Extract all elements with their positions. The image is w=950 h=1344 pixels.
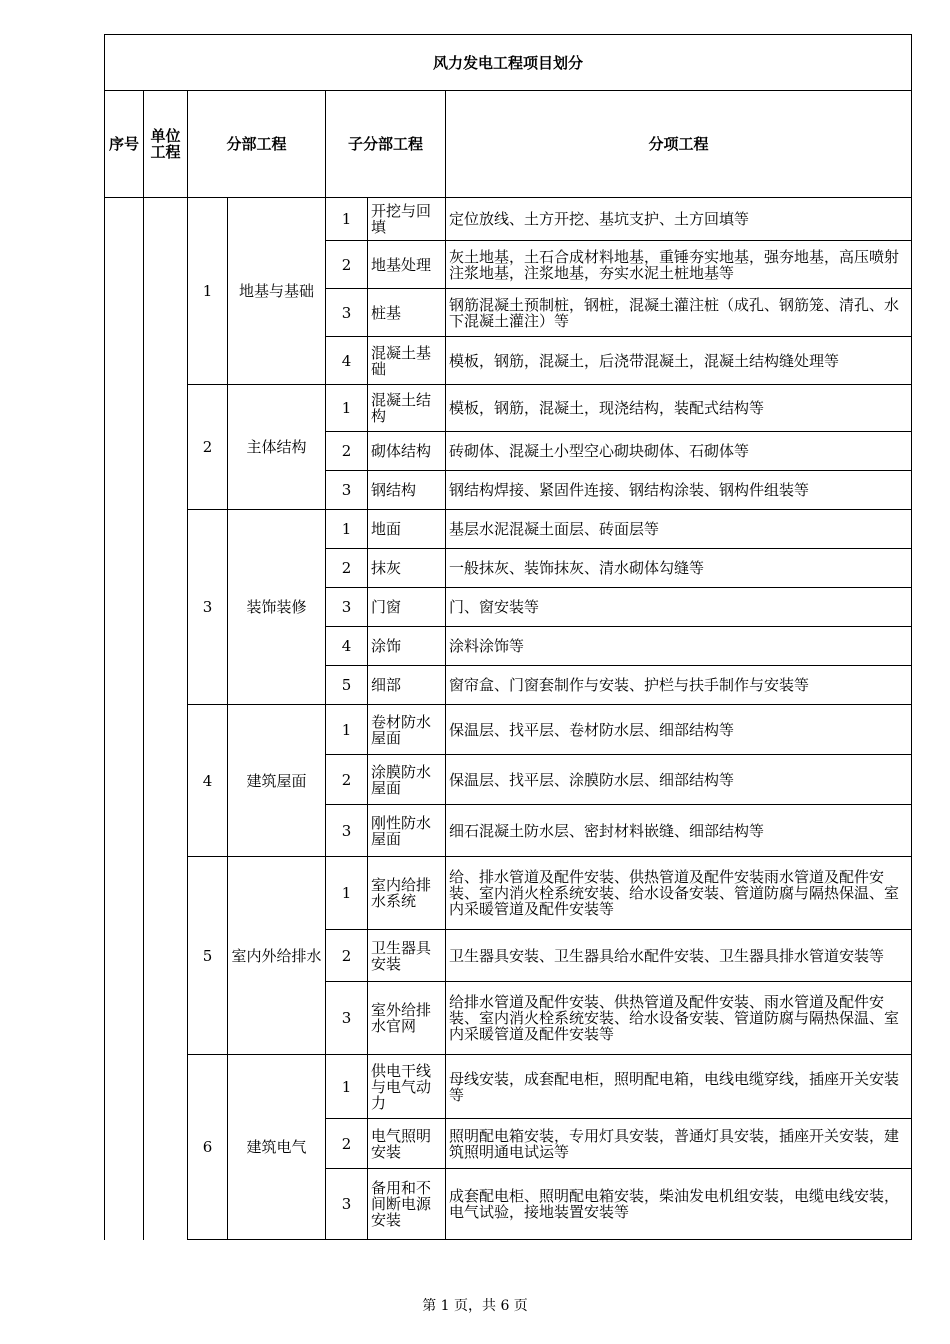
subdivision-number: 2 bbox=[326, 930, 368, 982]
division-number: 2 bbox=[188, 385, 228, 510]
subdivision-number: 1 bbox=[326, 510, 368, 549]
subdivision-name: 开挖与回填 bbox=[368, 198, 446, 241]
subdivision-name: 抹灰 bbox=[368, 549, 446, 588]
unit-cell bbox=[144, 198, 188, 1240]
division-number: 5 bbox=[188, 857, 228, 1055]
item-description: 基层水泥混凝土面层、砖面层等 bbox=[446, 510, 912, 549]
item-description: 涂料涂饰等 bbox=[446, 627, 912, 666]
header-seq: 序号 bbox=[105, 91, 144, 198]
table-row bbox=[105, 857, 912, 930]
subdivision-name: 卷材防水屋面 bbox=[368, 705, 446, 755]
subdivision-name: 桩基 bbox=[368, 289, 446, 337]
item-description: 给、排水管道及配件安装、供热管道及配件安装雨水管道及配件安装、室内消火栓系统安装、给水设备安装、管道防腐与隔热保温、室内采暖管道及配件安装等 bbox=[446, 857, 912, 930]
subdivision-name: 钢结构 bbox=[368, 471, 446, 510]
subdivision-name: 卫生器具安装 bbox=[368, 930, 446, 982]
subdivision-name: 刚性防水屋面 bbox=[368, 805, 446, 857]
item-description: 一般抹灰、装饰抹灰、清水砌体勾缝等 bbox=[446, 549, 912, 588]
division-name: 建筑屋面 bbox=[228, 705, 326, 857]
item-description: 母线安装，成套配电柜，照明配电箱，电线电缆穿线，插座开关安装等 bbox=[446, 1055, 912, 1119]
division-number: 1 bbox=[188, 198, 228, 385]
subdivision-number: 3 bbox=[326, 1169, 368, 1240]
subdivision-name: 涂饰 bbox=[368, 627, 446, 666]
item-description: 卫生器具安装、卫生器具给水配件安装、卫生器具排水管道安装等 bbox=[446, 930, 912, 982]
page-footer: 第 1 页，共 6 页 bbox=[422, 1298, 528, 1314]
subdivision-number: 3 bbox=[326, 289, 368, 337]
division-number: 3 bbox=[188, 510, 228, 705]
subdivision-name: 细部 bbox=[368, 666, 446, 705]
item-description: 模板，钢筋，混凝土，现浇结构，装配式结构等 bbox=[446, 385, 912, 432]
item-description: 窗帘盒、门窗套制作与安装、护栏与扶手制作与安装等 bbox=[446, 666, 912, 705]
table-row bbox=[105, 198, 912, 241]
item-description: 模板，钢筋，混凝土，后浇带混凝土，混凝土结构缝处理等 bbox=[446, 337, 912, 385]
item-description: 保温层、找平层、涂膜防水层、细部结构等 bbox=[446, 755, 912, 805]
item-description: 成套配电柜、照明配电箱安装，柴油发电机组安装，电缆电线安装，电气试验，接地装置安装等 bbox=[446, 1169, 912, 1240]
subdivision-name: 砌体结构 bbox=[368, 432, 446, 471]
subdivision-name: 混凝土基础 bbox=[368, 337, 446, 385]
subdivision-number: 2 bbox=[326, 755, 368, 805]
table-row bbox=[105, 1055, 912, 1119]
subdivision-name: 备用和不间断电源安装 bbox=[368, 1169, 446, 1240]
subdivision-number: 2 bbox=[326, 549, 368, 588]
item-description: 灰土地基，土石合成材料地基，重锤夯实地基，强夯地基，高压喷射注浆地基，注浆地基，夯实水泥土桩地基等 bbox=[446, 241, 912, 289]
subdivision-number: 5 bbox=[326, 666, 368, 705]
item-description: 门、窗安装等 bbox=[446, 588, 912, 627]
item-description: 砖砌体、混凝土小型空心砌块砌体、石砌体等 bbox=[446, 432, 912, 471]
subdivision-number: 1 bbox=[326, 1055, 368, 1119]
subdivision-name: 地面 bbox=[368, 510, 446, 549]
division-name: 室内外给排水 bbox=[228, 857, 326, 1055]
subdivision-name: 混凝土结构 bbox=[368, 385, 446, 432]
division-name: 装饰装修 bbox=[228, 510, 326, 705]
subdivision-name: 地基处理 bbox=[368, 241, 446, 289]
subdivision-name: 涂膜防水屋面 bbox=[368, 755, 446, 805]
division-name: 主体结构 bbox=[228, 385, 326, 510]
subdivision-number: 3 bbox=[326, 982, 368, 1055]
header-item: 分项工程 bbox=[446, 91, 912, 198]
seq-cell bbox=[105, 198, 144, 1240]
sheet-title: 风力发电工程项目划分 bbox=[105, 35, 912, 91]
subdivision-number: 1 bbox=[326, 705, 368, 755]
subdivision-number: 3 bbox=[326, 805, 368, 857]
subdivision-number: 2 bbox=[326, 432, 368, 471]
division-table bbox=[104, 34, 912, 1240]
item-description: 钢筋混凝土预制桩，钢桩，混凝土灌注桩（成孔、钢筋笼、清孔、水下混凝土灌注）等 bbox=[446, 289, 912, 337]
item-description: 保温层、找平层、卷材防水层、细部结构等 bbox=[446, 705, 912, 755]
item-description: 钢结构焊接、紧固件连接、钢结构涂装、钢构件组装等 bbox=[446, 471, 912, 510]
subdivision-name: 室内给排水系统 bbox=[368, 857, 446, 930]
subdivision-number: 4 bbox=[326, 337, 368, 385]
division-number: 6 bbox=[188, 1055, 228, 1240]
division-name: 建筑电气 bbox=[228, 1055, 326, 1240]
subdivision-number: 1 bbox=[326, 198, 368, 241]
item-description: 定位放线、土方开挖、基坑支护、土方回填等 bbox=[446, 198, 912, 241]
subdivision-name: 室外给排水官网 bbox=[368, 982, 446, 1055]
division-name: 地基与基础 bbox=[228, 198, 326, 385]
subdivision-number: 1 bbox=[326, 385, 368, 432]
header-division: 分部工程 bbox=[188, 91, 326, 198]
item-description: 细石混凝土防水层、密封材料嵌缝、细部结构等 bbox=[446, 805, 912, 857]
subdivision-name: 电气照明安装 bbox=[368, 1119, 446, 1169]
division-number: 4 bbox=[188, 705, 228, 857]
table-row bbox=[105, 385, 912, 432]
subdivision-name: 门窗 bbox=[368, 588, 446, 627]
table-row bbox=[105, 510, 912, 549]
header-unit: 单位工程 bbox=[144, 91, 188, 198]
subdivision-number: 1 bbox=[326, 857, 368, 930]
header-subdivision: 子分部工程 bbox=[326, 91, 446, 198]
table-row bbox=[105, 705, 912, 755]
item-description: 照明配电箱安装，专用灯具安装，普通灯具安装，插座开关安装，建筑照明通电试运等 bbox=[446, 1119, 912, 1169]
subdivision-number: 2 bbox=[326, 1119, 368, 1169]
subdivision-name: 供电干线与电气动力 bbox=[368, 1055, 446, 1119]
item-description: 给排水管道及配件安装、供热管道及配件安装、雨水管道及配件安装、室内消火栓系统安装、给水设备安装、管道防腐与隔热保温、室内采暖管道及配件安装等 bbox=[446, 982, 912, 1055]
project-division-sheet bbox=[104, 34, 911, 1240]
subdivision-number: 2 bbox=[326, 241, 368, 289]
subdivision-number: 4 bbox=[326, 627, 368, 666]
subdivision-number: 3 bbox=[326, 471, 368, 510]
subdivision-number: 3 bbox=[326, 588, 368, 627]
